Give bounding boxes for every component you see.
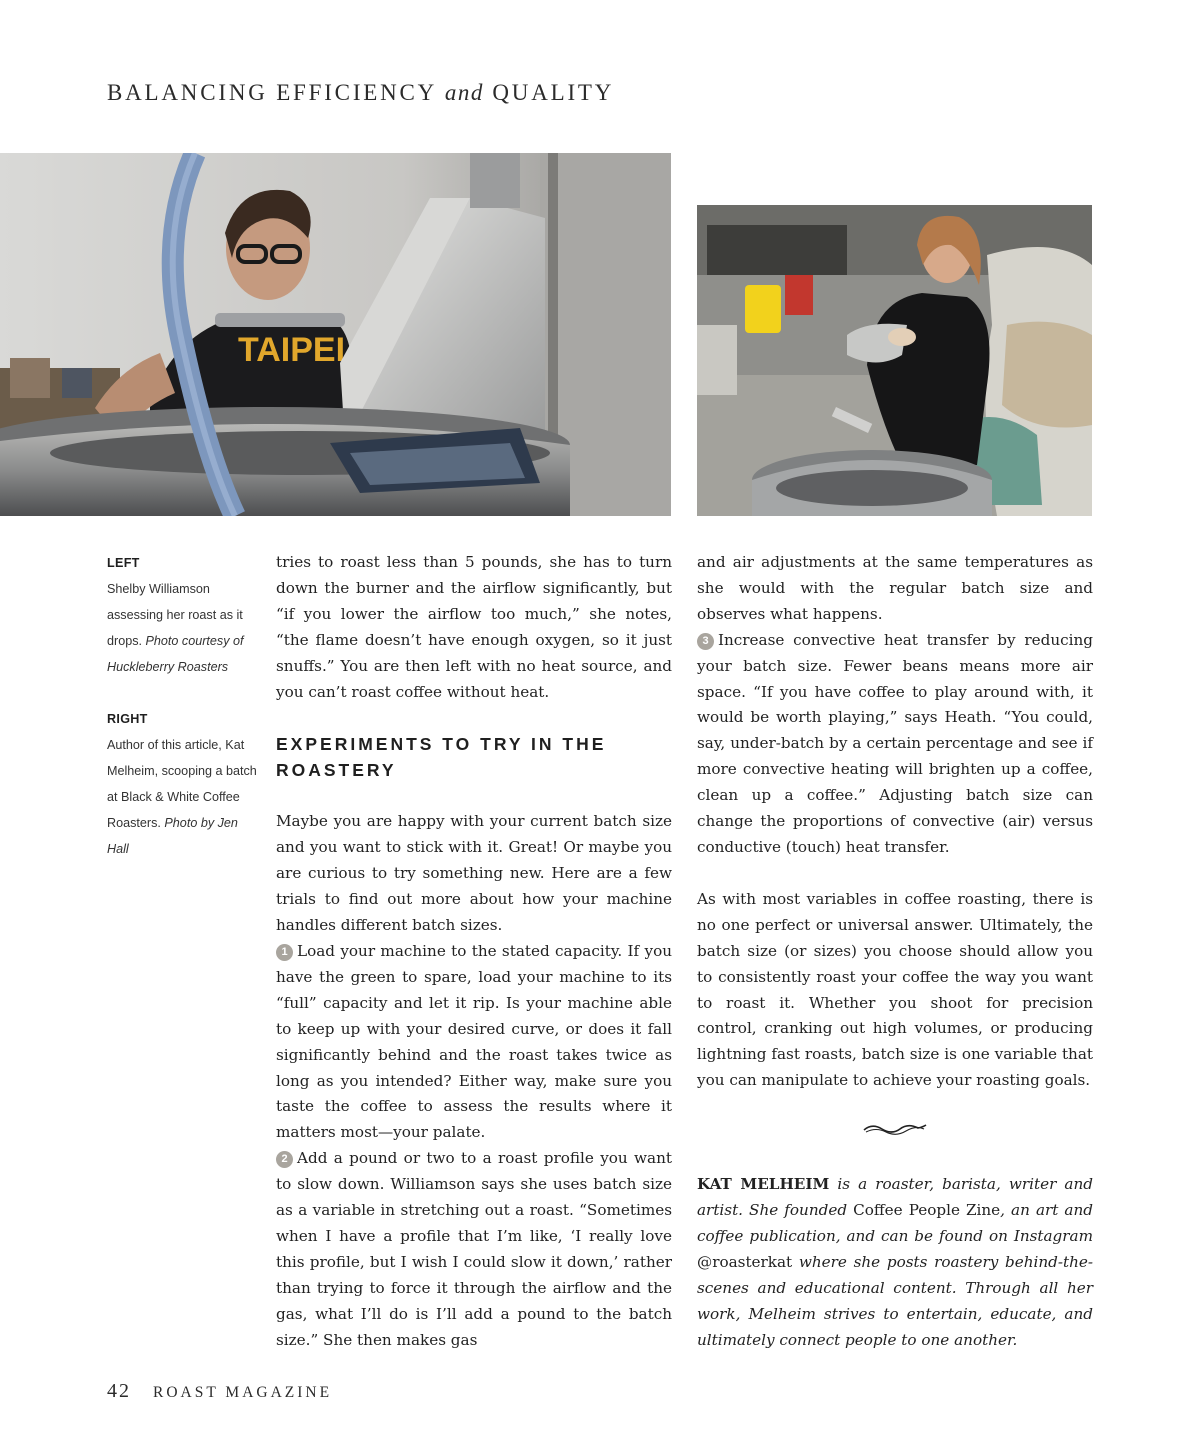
experiment-item-1: [276, 939, 672, 1146]
caption-left-heading: LEFT: [107, 556, 140, 570]
header-title-part-b: QUALITY: [492, 80, 615, 105]
scooping-photo: [697, 205, 1092, 516]
instagram-handle: @roasterkat: [697, 1252, 793, 1271]
article-paragraph: Maybe you are happy with your current batch size and you want to stick with it. Great! Or maybe you are curious to try something new. Here are a few trials to find out more about how your machine handles different batch sizes.: [276, 812, 672, 935]
roaster-photo-art: [0, 153, 671, 516]
article-column-right: [697, 550, 1093, 1353]
article-paragraph: tries to roast less than 5 pounds, she has to turn down the burner and the airflow significantly, but “if you lower the airflow too much,” she notes, “the flame doesn’t have enough oxygen, so it just snuffs.” You are then left with no heat source, and you can’t roast coffee without heat.: [276, 553, 672, 701]
flourish-ornament-icon: [697, 1120, 1093, 1146]
experiment-item-3-text: Increase convective heat transfer by reducing your batch size. Fewer beans means more air space. “If you have coffee to play around with, it would be worth playing,” says Heath. “You could, say, under-batch by a certain percentage and see if more convective heating will brighten up a coffee, clean up a coffee.” Adjusting batch size can change the proportions of convective (air) versus conductive (touch) heat transfer.: [697, 630, 1093, 856]
article-paragraph: As with most variables in coffee roasting, there is no one perfect or universal answer. Ultimately, the batch size (or sizes) you choose should allow you to consistently roast your coffee the way you want to roast it. Whether you shoot for precision control, cranking out high volumes, or producing lightning fast roasts, batch size is one variable that you can manipulate to achieve your roasting goals.: [697, 889, 1093, 1090]
roaster-photo: [0, 153, 671, 516]
caption-left-credit: Photo courtesy of Huckleberry Roasters: [107, 634, 244, 674]
caption-right: [107, 706, 257, 862]
magazine-name: ROAST MAGAZINE: [153, 1384, 333, 1401]
page-header-title: [107, 80, 614, 106]
caption-right-heading: RIGHT: [107, 712, 148, 726]
scooping-photo-art: [697, 205, 1092, 516]
author-bio-text: where she posts roastery behind-the-scenes and educational content. Through all her work, Melheim strives to entertain, educate, and ultimately connect people to one another.: [697, 1252, 1093, 1349]
author-bio: [697, 1172, 1093, 1353]
caption-left: [107, 550, 257, 680]
shirt-print: TAIPEI: [238, 331, 346, 369]
number-badge-icon: 3: [697, 633, 714, 650]
experiment-item-3: [697, 628, 1093, 861]
number-badge-icon: 1: [276, 944, 293, 961]
article-paragraph: and air adjustments at the same temperatures as she would with the regular batch size and observes what happens.: [697, 553, 1093, 623]
experiment-item-1-text: Load your machine to the stated capacity. If you have the green to spare, load your machine to its “full” capacity and let it rip. Is your machine able to keep up with your desired curve, or does it fall significantly behind and the roast takes twice as long as you intended? Either way, make sure you taste the coffee to assess the results where it matters most—your palate.: [276, 941, 672, 1142]
photo-captions: [107, 550, 257, 888]
experiment-item-2-text: Add a pound or two to a roast profile you want to slow down. Williamson says she uses batch size as a variable in stretching out a roast. “Sometimes when I have a profile that I’m like, ‘I really love this profile, but I wish I could slow it down,’ rather than trying to force it through the airflow and the gas, what I’ll do is I’ll add a pound to the batch size.” She then makes gas: [276, 1149, 672, 1349]
author-bio-text: , an art and coffee publication, and can be found on Instagram: [697, 1201, 1093, 1245]
article-column-middle: [276, 550, 672, 1353]
caption-right-credit: Photo by Jen Hall: [107, 816, 238, 856]
experiment-item-2: [276, 1146, 672, 1353]
caption-right-text: Author of this article, Kat Melheim, scooping a batch at Black & White Coffee Roasters.: [107, 738, 257, 830]
page-number: 42: [107, 1380, 131, 1402]
number-badge-icon: 2: [276, 1151, 293, 1168]
author-bio-text: is a roaster, barista, writer and artist. She founded: [697, 1175, 1093, 1220]
header-title-part-a: BALANCING EFFICIENCY: [107, 80, 437, 105]
author-name: KAT MELHEIM: [697, 1175, 830, 1194]
zine-title: Coffee People Zine: [853, 1201, 1001, 1220]
caption-left-text: Shelby Williamson assessing her roast as it drops.: [107, 582, 243, 648]
header-title-and: and: [444, 80, 484, 105]
page-footer: [107, 1380, 332, 1403]
flourish-ornament-svg: [862, 1121, 928, 1137]
section-heading: EXPERIMENTS TO TRY IN THE ROASTERY: [276, 734, 607, 781]
